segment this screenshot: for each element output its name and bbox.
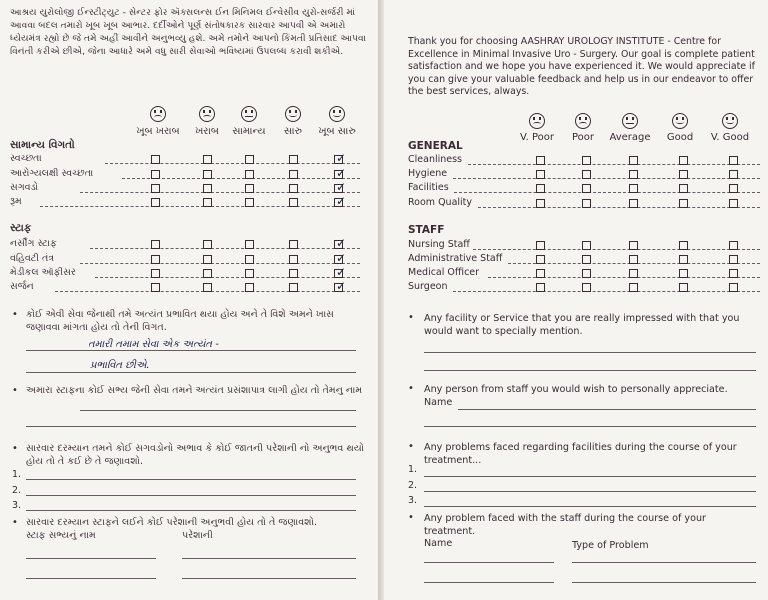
row-label: નર્સીંગ સ્ટાફ [10, 238, 57, 249]
rating-row [408, 253, 760, 267]
rating-checkbox[interactable] [245, 255, 254, 264]
handwritten-answer: તમારી તમામ સેવા એક અત્યંત - [88, 339, 219, 350]
check-mark-icon: ✓ [336, 251, 347, 265]
question-staff-problem: સારવાર દરમ્યાન સ્ટાફને લઈને કોઈ પરેશાની અનુભવી હોય તો તે જણાવશો. [26, 517, 318, 528]
check-mark-icon: ✓ [336, 194, 347, 208]
check-mark-icon: ✓ [336, 279, 347, 293]
question-appreciate: Any person from staff you would wish to personally appreciate. [424, 384, 728, 395]
rating-checkbox[interactable] [245, 283, 254, 292]
rating-checkbox[interactable] [203, 198, 212, 207]
rating-checkbox[interactable] [629, 184, 638, 193]
rating-checkbox[interactable] [582, 241, 591, 250]
rating-checkbox[interactable] [729, 199, 738, 208]
rating-label: સારુ [284, 126, 302, 137]
very-sad-face-icon [529, 113, 545, 129]
handwritten-answer: પ્રભાવિત છીએ. [90, 360, 150, 371]
check-mark-icon: ✓ [336, 265, 347, 279]
answer-line[interactable] [572, 582, 756, 583]
row-label: Administrative Staff [408, 253, 503, 264]
check-mark-icon: ✓ [336, 180, 347, 194]
rating-row [10, 281, 360, 295]
bullet-icon: • [408, 441, 414, 452]
bullet-icon: • [12, 517, 18, 528]
rating-checkbox[interactable] [729, 156, 738, 165]
rating-row [10, 267, 360, 281]
rating-row [408, 182, 760, 196]
rating-checkbox[interactable] [729, 170, 738, 179]
row-label: Cleanliness [408, 154, 463, 165]
rating-label: V. Poor [520, 132, 554, 143]
rating-checkbox[interactable] [679, 199, 688, 208]
rating-checkbox-checked[interactable] [334, 151, 347, 165]
rating-checkbox[interactable] [729, 241, 738, 250]
english-page [384, 0, 768, 600]
rating-checkbox[interactable] [151, 184, 160, 193]
answer-line[interactable] [424, 506, 756, 507]
rating-checkbox[interactable] [289, 155, 298, 164]
rating-checkbox[interactable] [289, 170, 298, 179]
rating-checkbox[interactable] [245, 269, 254, 278]
rating-checkbox[interactable] [289, 255, 298, 264]
very-happy-face-icon [329, 106, 345, 122]
row-label: સગવડો [10, 182, 39, 193]
rating-checkbox[interactable] [151, 198, 160, 207]
rating-checkbox[interactable] [536, 269, 545, 278]
row-label: Medical Officer [408, 267, 480, 278]
rating-checkbox[interactable] [629, 241, 638, 250]
answer-line[interactable] [458, 409, 756, 410]
problem-label: પરેશાની [182, 530, 213, 541]
answer-line[interactable] [572, 562, 756, 563]
row-label: Facilities [408, 182, 449, 193]
problem-type-label: Type of Problem [572, 540, 649, 551]
bullet-icon: • [408, 512, 414, 523]
check-mark-icon: ✓ [336, 166, 347, 180]
answer-line[interactable] [26, 479, 356, 480]
rating-checkbox[interactable] [582, 283, 591, 292]
rating-row [408, 239, 760, 253]
rating-label: ખૂબ ખરાબ [136, 126, 180, 137]
bullet-icon: • [12, 309, 18, 320]
rating-checkbox[interactable] [679, 283, 688, 292]
rating-checkbox[interactable] [536, 241, 545, 250]
rating-row [10, 182, 360, 196]
answer-line[interactable] [26, 350, 356, 351]
happy-face-icon [672, 113, 688, 129]
answer-line[interactable] [26, 495, 356, 496]
rating-checkbox[interactable] [679, 184, 688, 193]
rating-checkbox[interactable] [679, 269, 688, 278]
rating-checkbox[interactable] [245, 155, 254, 164]
rating-checkbox[interactable] [245, 170, 254, 179]
rating-checkbox[interactable] [729, 255, 738, 264]
row-label: મેડીકલ ઑફીસર [10, 267, 76, 278]
rating-checkbox[interactable] [582, 269, 591, 278]
answer-line[interactable] [424, 562, 554, 563]
row-label: Room Quality [408, 197, 473, 208]
sad-face-icon [575, 113, 591, 129]
row-label: સર્જન [10, 281, 34, 292]
staff-section-title: સ્ટાફ [10, 222, 32, 234]
rating-checkbox[interactable] [203, 170, 212, 179]
rating-checkbox[interactable] [203, 240, 212, 249]
question-staff-problem: Any problem faced with the staff during the course of your treatment. [424, 513, 706, 537]
rating-row [408, 197, 760, 211]
list-number: 3. [12, 500, 22, 511]
rating-checkbox[interactable] [729, 184, 738, 193]
neutral-face-icon [241, 106, 257, 122]
question-facilities: સારવાર દરમ્યાન તમને કોઈ સગવડોનો અભાવ કે કોઈ જાતની પરેશાની નો અનુભવ થયો હોય તો તે કઈ છે તે જણાવશો. [26, 443, 365, 467]
staff-name-label: Name [424, 538, 453, 549]
rating-row [408, 154, 760, 168]
answer-line[interactable] [26, 426, 356, 427]
rating-checkbox[interactable] [729, 269, 738, 278]
bullet-icon: • [12, 385, 18, 396]
rating-row [10, 238, 360, 252]
answer-line[interactable] [26, 510, 356, 511]
question-appreciate: અમારા સ્ટાફના કોઈ સભ્ય જેની સેવા તમને અત્યંત પ્રસંશાપાત્ર લાગી હોય તો તેમનુ નામ [26, 385, 363, 396]
list-number: 1. [12, 469, 22, 480]
answer-line[interactable] [182, 558, 356, 559]
answer-line[interactable] [424, 352, 756, 353]
rating-checkbox[interactable] [536, 199, 545, 208]
english-intro: Thank you for choosing AASHRAY UROLOGY INSTITUTE - Centre for Excellence in Minimal Invasive Uro - Surgery. Our goal is complete patient satisfaction and we hope you have experienced it. We would appreciate if you can give your valuable feedback and help us in our endeavor to offer the best services, always. [408, 36, 755, 97]
rating-checkbox[interactable] [289, 198, 298, 207]
rating-checkbox[interactable] [536, 156, 545, 165]
rating-checkbox[interactable] [629, 170, 638, 179]
list-number: 1. [408, 464, 418, 475]
rating-checkbox[interactable] [582, 184, 591, 193]
rating-checkbox[interactable] [629, 156, 638, 165]
row-label: Hygiene [408, 168, 448, 179]
rating-checkbox[interactable] [289, 269, 298, 278]
bullet-icon: • [408, 383, 414, 394]
rating-row [408, 168, 760, 182]
rating-checkbox-checked[interactable] [334, 194, 347, 208]
rating-label: Average [609, 132, 651, 143]
staff-section-title: STAFF [408, 224, 445, 236]
answer-line[interactable] [26, 372, 356, 373]
rating-checkbox[interactable] [679, 241, 688, 250]
rating-checkbox[interactable] [203, 155, 212, 164]
answer-line[interactable] [424, 582, 554, 583]
rating-label: Good [666, 132, 694, 143]
row-label: Surgeon [408, 281, 448, 292]
neutral-face-icon [622, 113, 638, 129]
rating-checkbox[interactable] [679, 255, 688, 264]
very-happy-face-icon [722, 113, 738, 129]
row-label: વહિવટી તંત્ર [10, 253, 55, 264]
rating-label: ખરાબ [195, 126, 219, 137]
bullet-icon: • [408, 312, 414, 323]
rating-checkbox[interactable] [203, 283, 212, 292]
rating-checkbox[interactable] [536, 283, 545, 292]
rating-checkbox[interactable] [629, 199, 638, 208]
rating-checkbox[interactable] [245, 198, 254, 207]
rating-checkbox-checked[interactable] [334, 180, 347, 194]
rating-checkbox[interactable] [151, 269, 160, 278]
rating-checkbox[interactable] [151, 240, 160, 249]
rating-checkbox[interactable] [151, 155, 160, 164]
rating-checkbox-checked[interactable] [334, 236, 347, 250]
rating-row [10, 196, 360, 210]
rating-row [408, 267, 760, 281]
rating-label: ખૂબ સારુ [318, 126, 356, 137]
question-impressed: કોઈ એવી સેવા જેનાથી તમે અત્યંત પ્રભાવિત થયા હોય અને તે વિશે અમને ખાસ જણાવવા માંગતા હોય તો તેની વિગત. [26, 309, 334, 333]
rating-label: V. Good [710, 132, 750, 143]
bullet-icon: • [12, 443, 18, 454]
rating-checkbox[interactable] [289, 240, 298, 249]
answer-line[interactable] [424, 370, 756, 371]
check-mark-icon: ✓ [336, 151, 347, 165]
general-section-title: GENERAL [408, 140, 463, 152]
row-label: રૂમ [10, 196, 22, 207]
rating-row [10, 153, 360, 167]
very-sad-face-icon [150, 106, 166, 122]
rating-label: Poor [571, 132, 595, 143]
rating-checkbox[interactable] [582, 255, 591, 264]
row-label: આરોગ્યલક્ષી સ્વચ્છતા [10, 168, 94, 179]
list-number: 3. [408, 495, 418, 506]
question-impressed: Any facility or Service that you are really impressed with that you would want to specially mention. [424, 313, 740, 337]
row-label: Nursing Staff [408, 239, 470, 250]
rating-checkbox[interactable] [536, 184, 545, 193]
answer-line[interactable] [80, 410, 356, 411]
sad-face-icon [199, 106, 215, 122]
rating-checkbox-checked[interactable] [334, 166, 347, 180]
question-facilities: Any problems faced regarding facilities during the course of your treatment... [424, 442, 737, 466]
rating-checkbox-checked[interactable] [334, 265, 347, 279]
rating-checkbox[interactable] [151, 255, 160, 264]
answer-line[interactable] [26, 558, 156, 559]
staff-name-label: સ્ટાફ સભ્યનું નામ [26, 530, 96, 541]
rating-checkbox[interactable] [289, 283, 298, 292]
rating-checkbox[interactable] [629, 255, 638, 264]
list-number: 2. [12, 485, 22, 496]
happy-face-icon [285, 106, 301, 122]
rating-checkbox[interactable] [582, 156, 591, 165]
rating-checkbox[interactable] [245, 184, 254, 193]
rating-checkbox[interactable] [582, 170, 591, 179]
answer-line[interactable] [182, 578, 356, 579]
rating-checkbox[interactable] [203, 184, 212, 193]
rating-row [10, 253, 360, 267]
rating-checkbox[interactable] [151, 283, 160, 292]
rating-checkbox[interactable] [151, 170, 160, 179]
rating-checkbox[interactable] [629, 269, 638, 278]
rating-checkbox[interactable] [679, 156, 688, 165]
check-mark-icon: ✓ [336, 236, 347, 250]
answer-line[interactable] [424, 476, 756, 477]
rating-checkbox-checked[interactable] [334, 279, 347, 293]
answer-line[interactable] [26, 578, 156, 579]
rating-checkbox[interactable] [536, 170, 545, 179]
answer-line[interactable] [424, 426, 756, 427]
row-label: સ્વચ્છતા [10, 153, 42, 164]
gujarati-intro: આશ્રય યુરોલોજી ઈન્સ્ટીટ્યુટ - સેન્ટર ફોર ઍક્સલન્સ ઈન મિનિમલ ઈન્વેસીવ યુરો-સર્જરી માં આવવા બદલ તમારો ખૂબ ખૂબ આભાર. દર્દીઓને પૂર્ણ સંતોષકારક સારવાર આપવી એ અમારો ધ્યેયમંત્ર રહ્યો છે જે તમે અહીં આવીને અનુભવ્યુ હશે. અમે તમોને આપનો કિંમતી પ્રતિસાદ આપવા વિનંતી કરીએ છીએ, જેના આધારે અમે વધુ સારી સેવાઓ ભવિષ્યમાં ઉપલબ્ધ કરાવી શકીએ. [10, 7, 367, 57]
rating-checkbox[interactable] [289, 184, 298, 193]
rating-checkbox[interactable] [203, 269, 212, 278]
rating-checkbox[interactable] [203, 255, 212, 264]
rating-label: સામાન્ય [232, 126, 266, 137]
rating-checkbox[interactable] [679, 170, 688, 179]
rating-row [10, 168, 360, 182]
rating-checkbox[interactable] [245, 240, 254, 249]
answer-line[interactable] [424, 491, 756, 492]
general-section-title: સામાન્ય વિગતો [10, 139, 75, 151]
rating-checkbox[interactable] [536, 255, 545, 264]
list-number: 2. [408, 480, 418, 491]
rating-checkbox[interactable] [582, 199, 591, 208]
rating-checkbox[interactable] [729, 283, 738, 292]
rating-checkbox[interactable] [629, 283, 638, 292]
name-label: Name [424, 397, 453, 408]
rating-row [408, 281, 760, 295]
rating-checkbox-checked[interactable] [334, 251, 347, 265]
